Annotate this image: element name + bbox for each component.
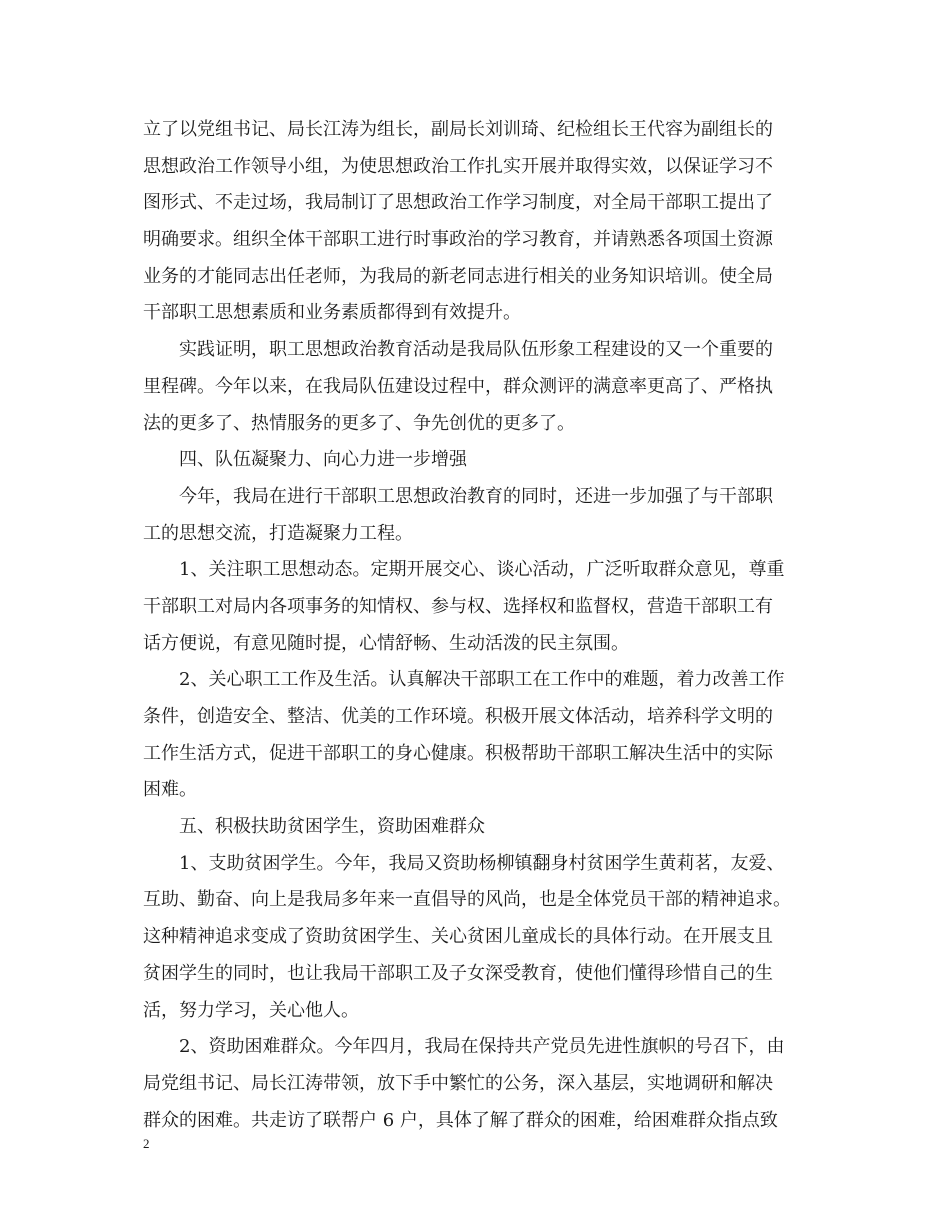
text-line: 干部职工思想素质和业务素质都得到有效提升。 (143, 302, 521, 324)
page-number: 2 (143, 1136, 150, 1151)
text-line: 局党组书记、局长江涛带领，放下手中繁忙的公务，深入基层，实地调研和解决 (143, 1072, 773, 1094)
text-line: 立了以党组书记、局长江涛为组长，副局长刘训琦、纪检组长王代容为副组长的 (143, 119, 773, 140)
text-line: 四、队伍凝聚力、向心力进一步增强 (179, 449, 467, 471)
text-line: 干部职工对局内各项事务的知情权、参与权、选择权和监督权，营造干部职工有 (143, 595, 773, 617)
text-line: 法的更多了、热情服务的更多了、争先创优的更多了。 (143, 412, 575, 434)
text-line: 工作生活方式，促进干部职工的身心健康。积极帮助干部职工解决生活中的实际 (143, 742, 773, 764)
text-line: 群众的困难。共走访了联帮户 6 户，具体了解了群众的困难，给困难群众指点致 (143, 1109, 778, 1131)
text-line: 今年，我局在进行干部职工思想政治教育的同时，还进一步加强了与干部职 (179, 485, 773, 507)
text-line: 业务的才能同志出任老师，为我局的新老同志进行相关的业务知识培训。使全局 (143, 265, 773, 287)
text-line: 贫困学生的同时，也让我局干部职工及子女深受教育，使他们懂得珍惜自己的生 (143, 962, 773, 984)
text-line: 2、关心职工工作及生活。认真解决干部职工在工作中的难题，着力改善工作 (179, 669, 785, 691)
text-line: 互助、勤奋、向上是我局多年来一直倡导的风尚，也是全体党员干部的精神追求。 (143, 889, 791, 911)
text-line: 条件，创造安全、整洁、优美的工作环境。积极开展文体活动，培养科学文明的 (143, 706, 773, 727)
text-line: 里程碑。今年以来，在我局队伍建设过程中，群众测评的满意率更高了、严格执 (143, 375, 773, 397)
text-line: 工的思想交流，打造凝聚力工程。 (143, 522, 413, 544)
text-line: 这种精神追求变成了资助贫困学生、关心贫困儿童成长的具体行动。在开展支且 (143, 926, 773, 948)
text-line: 五、积极扶助贫困学生，资助困难群众 (179, 816, 485, 838)
document-body (143, 112, 823, 1139)
text-line: 1、支助贫困学生。今年，我局又资助杨柳镇翻身村贫困学生黄莉茗，友爱、 (179, 852, 785, 874)
text-line: 话方便说，有意见随时提，心情舒畅、生动活泼的民主氛围。 (143, 632, 629, 654)
text-line: 活，努力学习，关心他人。 (143, 999, 359, 1021)
text-line: 2、资助困难群众。今年四月，我局在保持共产党员先进性旗帜的号召下，由 (179, 1036, 785, 1058)
text-line: 思想政治工作领导小组，为使思想政治工作扎实开展并取得实效，以保证学习不 (143, 155, 773, 177)
text-line: 困难。 (143, 779, 197, 801)
text-line: 明确要求。组织全体干部职工进行时事政治的学习教育，并请熟悉各项国土资源 (143, 229, 773, 251)
text-line: 实践证明，职工思想政治教育活动是我局队伍形象工程建设的又一个重要的 (179, 339, 773, 361)
text-line: 1、关注职工思想动态。定期开展交心、谈心活动，广泛听取群众意见，尊重 (179, 559, 785, 581)
text-line: 图形式、不走过场，我局制订了思想政治工作学习制度，对全局干部职工提出了 (143, 192, 773, 214)
